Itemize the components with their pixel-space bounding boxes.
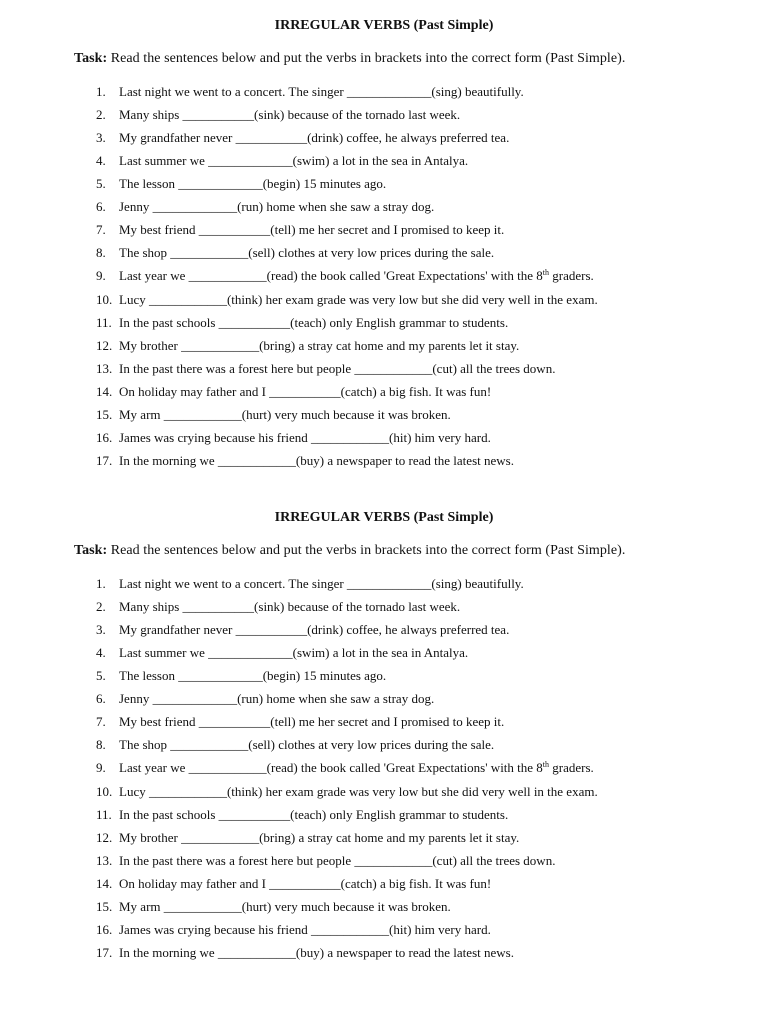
item-sentence <box>119 784 598 800</box>
item-sentence <box>119 107 460 123</box>
sentence-text: Last year we ____________(read) the book called 'Great Expectations' with the 8 <box>119 760 543 776</box>
sentence-text: Jenny _____________(run) home when she saw a stray dog. <box>119 199 435 215</box>
task-label: Task: <box>74 51 108 66</box>
item-sentence <box>119 176 386 192</box>
item-sentence <box>119 84 524 100</box>
sentence-text: In the morning we ____________(buy) a newspaper to read the latest news. <box>119 944 514 960</box>
sentence-text: Last night we went to a concert. The singer _____________(sing) beautifully. <box>119 84 524 99</box>
sentence-text: Last year we ____________(read) the book called 'Great Expectations' with the 8 <box>119 268 543 284</box>
sentence-text: In the past schools ___________(teach) only English grammar to students. <box>119 314 509 330</box>
item-sentence <box>119 384 491 400</box>
item-sentence <box>119 645 468 661</box>
sentence-text: My arm ____________(hurt) very much because it was broken. <box>119 898 451 914</box>
sentence-text: My best friend ___________(tell) me her secret and I promised to keep it. <box>119 222 505 238</box>
sentence-text: In the past schools ___________(teach) only English grammar to students. <box>119 806 509 822</box>
item-sentence <box>119 222 504 238</box>
item-number: 6. <box>96 199 106 215</box>
task-instruction <box>74 51 625 67</box>
item-sentence <box>119 153 468 169</box>
sentence-text: My arm ____________(hurt) very much because it was broken. <box>119 406 451 422</box>
sentence-text: My grandfather never ___________(drink) coffee, he always preferred tea. <box>119 130 510 146</box>
item-sentence <box>119 292 598 308</box>
sentence-text-after: graders. <box>549 268 594 284</box>
item-sentence <box>119 853 555 869</box>
worksheet-title: IRREGULAR VERBS (Past Simple) <box>274 18 494 33</box>
item-number: 1. <box>96 576 106 591</box>
item-sentence <box>119 315 508 331</box>
sentence-text: The lesson _____________(begin) 15 minutes ago. <box>119 668 387 684</box>
item-sentence <box>119 622 509 638</box>
item-sentence <box>119 922 491 938</box>
item-number: 2. <box>96 599 106 615</box>
item-sentence <box>119 407 451 423</box>
item-sentence <box>119 576 524 592</box>
sentence-text: My grandfather never ___________(drink) coffee, he always preferred tea. <box>119 622 510 638</box>
ordinal-superscript: th <box>542 268 550 278</box>
item-number: 7. <box>96 222 106 238</box>
item-sentence <box>119 899 451 915</box>
task-instruction <box>74 543 625 559</box>
item-number: 4. <box>96 153 106 169</box>
item-sentence <box>119 668 386 684</box>
sentence-text: My brother ____________(bring) a stray cat home and my parents let it stay. <box>119 337 520 353</box>
task-label: Task: <box>74 543 108 558</box>
item-number: 10. <box>96 783 113 799</box>
item-sentence <box>119 807 508 823</box>
sentence-text: Last summer we _____________(swim) a lot in the sea in Antalya. <box>119 645 469 661</box>
sentence-text: On holiday may father and I ___________(catch) a big fish. It was fun! <box>119 875 492 891</box>
sentence-text: Last summer we _____________(swim) a lot in the sea in Antalya. <box>119 153 469 169</box>
item-number: 5. <box>96 176 106 192</box>
item-number: 16. <box>96 921 113 937</box>
item-number: 3. <box>96 622 106 638</box>
sentence-text: On holiday may father and I ___________(catch) a big fish. It was fun! <box>119 383 492 399</box>
sentence-text-after: graders. <box>549 760 594 776</box>
item-number: 14. <box>96 383 113 399</box>
item-number: 10. <box>96 291 113 307</box>
item-number: 8. <box>96 737 106 753</box>
task-text: Read the sentences below and put the verbs in brackets into the correct form (Past Simple). <box>110 543 626 558</box>
sentence-text: Lucy ____________(think) her exam grade was very low but she did very well in the exam. <box>119 291 598 307</box>
item-number: 7. <box>96 714 106 730</box>
item-sentence <box>119 714 504 730</box>
item-number: 13. <box>96 360 113 376</box>
item-sentence <box>119 760 594 776</box>
item-number: 17. <box>96 452 113 468</box>
sentence-text: James was crying because his friend ____________(hit) him very hard. <box>119 921 491 937</box>
item-number: 1. <box>96 84 106 99</box>
ordinal-superscript: th <box>542 760 550 770</box>
sentence-text: In the past there was a forest here but people ____________(cut) all the trees down. <box>119 360 556 376</box>
item-number: 17. <box>96 944 113 960</box>
item-number: 11. <box>96 806 112 822</box>
item-sentence <box>119 130 509 146</box>
sentence-text: Lucy ____________(think) her exam grade was very low but she did very well in the exam. <box>119 783 598 799</box>
item-number: 5. <box>96 668 106 684</box>
item-sentence <box>119 876 491 892</box>
item-number: 15. <box>96 898 113 914</box>
item-sentence <box>119 338 519 354</box>
sentence-text: In the past there was a forest here but people ____________(cut) all the trees down. <box>119 852 556 868</box>
item-sentence <box>119 945 514 961</box>
sentence-text: Many ships ___________(sink) because of the tornado last week. <box>119 107 461 123</box>
sentence-text: Jenny _____________(run) home when she saw a stray dog. <box>119 691 435 707</box>
sentence-text: Many ships ___________(sink) because of the tornado last week. <box>119 599 461 615</box>
item-sentence <box>119 453 514 469</box>
item-number: 14. <box>96 875 113 891</box>
item-number: 15. <box>96 406 113 422</box>
item-sentence <box>119 830 519 846</box>
item-sentence <box>119 199 434 215</box>
sentence-text: My brother ____________(bring) a stray cat home and my parents let it stay. <box>119 829 520 845</box>
worksheet-title: IRREGULAR VERBS (Past Simple) <box>274 510 494 525</box>
item-number: 9. <box>96 760 106 776</box>
item-sentence <box>119 430 491 446</box>
item-number: 9. <box>96 268 106 284</box>
item-number: 12. <box>96 337 113 353</box>
item-sentence <box>119 737 494 753</box>
item-sentence <box>119 245 494 261</box>
sentence-text: The shop ____________(sell) clothes at very low prices during the sale. <box>119 737 495 753</box>
item-number: 13. <box>96 852 113 868</box>
task-text: Read the sentences below and put the verbs in brackets into the correct form (Past Simple). <box>110 51 626 66</box>
item-number: 4. <box>96 645 106 661</box>
sentence-text: The shop ____________(sell) clothes at very low prices during the sale. <box>119 245 495 261</box>
item-number: 11. <box>96 314 112 330</box>
item-sentence <box>119 599 460 615</box>
item-sentence <box>119 691 434 707</box>
item-sentence <box>119 361 555 377</box>
sentence-text: My best friend ___________(tell) me her secret and I promised to keep it. <box>119 714 505 730</box>
sentence-text: In the morning we ____________(buy) a newspaper to read the latest news. <box>119 452 514 468</box>
sentence-text: James was crying because his friend ____________(hit) him very hard. <box>119 429 491 445</box>
item-sentence <box>119 268 594 284</box>
item-number: 6. <box>96 691 106 707</box>
item-number: 2. <box>96 107 106 123</box>
item-number: 8. <box>96 245 106 261</box>
sentence-text: Last night we went to a concert. The singer _____________(sing) beautifully. <box>119 576 524 591</box>
item-number: 16. <box>96 429 113 445</box>
sentence-text: The lesson _____________(begin) 15 minutes ago. <box>119 176 387 192</box>
item-number: 3. <box>96 130 106 146</box>
item-number: 12. <box>96 829 113 845</box>
